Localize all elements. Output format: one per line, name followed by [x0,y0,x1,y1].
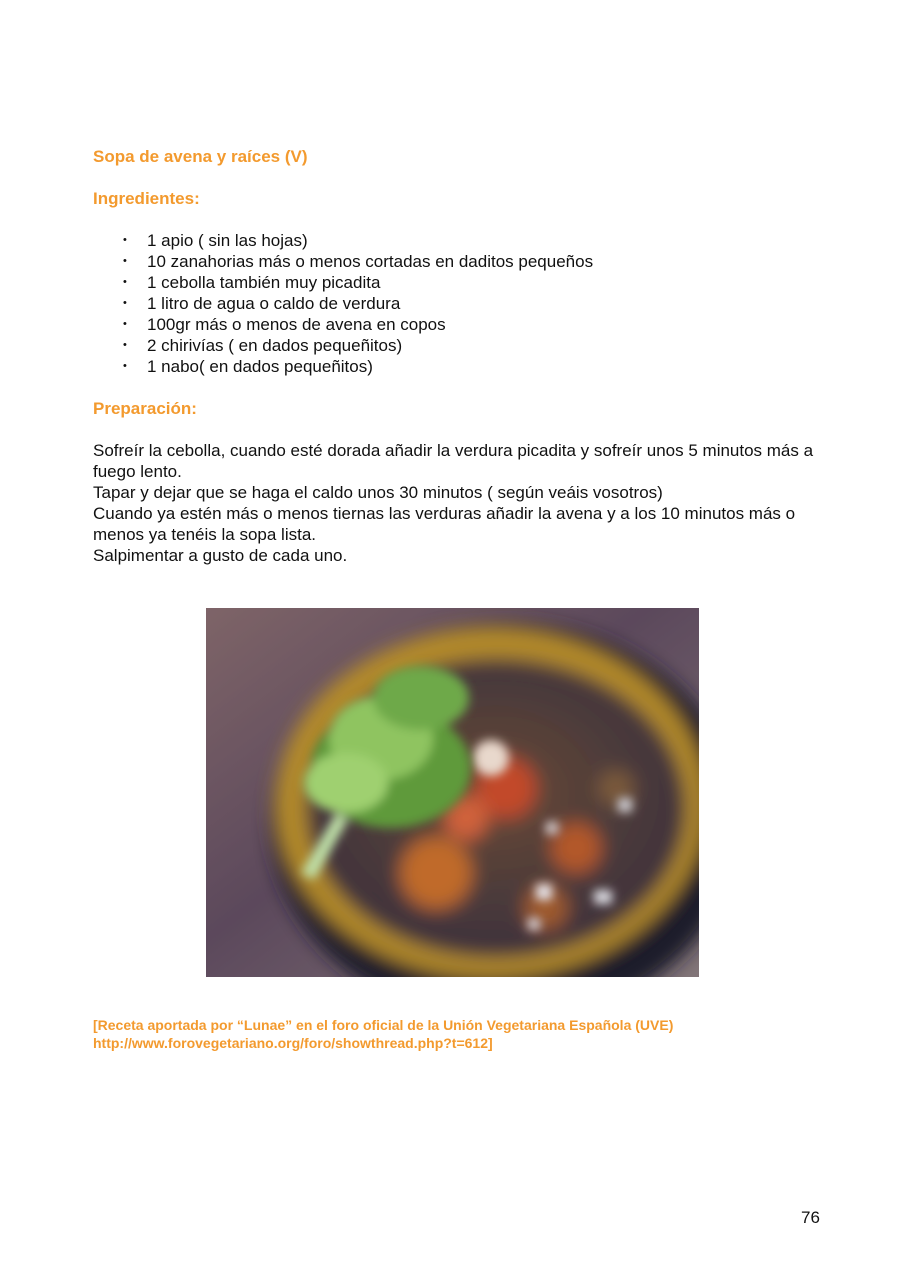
ingredient-text: 1 litro de agua o caldo de verdura [147,294,401,313]
ingredient-text: 10 zanahorias más o menos cortadas en daditos pequeños [147,252,594,271]
bullet-icon: • [123,360,127,372]
bullet-icon: • [123,255,127,267]
list-item [93,272,593,293]
preparation-text [93,440,833,566]
preparation-paragraph: Cuando ya estén más o menos tiernas las verduras añadir la avena y a los 10 minutos más o menos ya tenéis la sopa lista. [93,504,796,544]
bullet-icon: • [123,297,127,309]
bullet-icon: • [123,234,127,246]
bullet-icon: • [123,318,127,330]
bullet-icon: • [123,276,127,288]
ingredient-text: 1 apio ( sin las hojas) [147,231,308,250]
ingredients-list [93,230,593,377]
preparation-heading: Preparación: [93,399,197,418]
list-item [93,314,593,335]
list-item [93,293,593,314]
list-item [93,356,593,377]
ingredient-text: 1 nabo( en dados pequeñitos) [147,357,373,376]
ingredient-text: 100gr más o menos de avena en copos [147,315,446,334]
recipe-title: Sopa de avena y raíces (V) [93,147,308,166]
page-number: 76 [801,1208,820,1227]
ingredient-text: 2 chirivías ( en dados pequeñitos) [147,336,403,355]
recipe-credit [93,1016,673,1052]
preparation-paragraph: Sofreír la cebolla, cuando esté dorada añadir la verdura picadita y sofreír unos 5 minutos más a fuego lento. [93,441,814,481]
preparation-paragraph: Tapar y dejar que se haga el caldo unos 30 minutos ( según veáis vosotros) [93,483,663,502]
list-item [93,251,593,272]
soup-photo [206,608,699,977]
credit-url: http://www.forovegetariano.org/foro/showthread.php?t=612] [93,1035,493,1051]
list-item [93,230,593,251]
bullet-icon: • [123,339,127,351]
ingredient-text: 1 cebolla también muy picadita [147,273,381,292]
list-item [93,335,593,356]
ingredients-heading: Ingredientes: [93,189,200,208]
preparation-paragraph: Salpimentar a gusto de cada uno. [93,546,348,565]
credit-line: [Receta aportada por “Lunae” en el foro oficial de la Unión Vegetariana Española (UVE) [93,1017,674,1033]
